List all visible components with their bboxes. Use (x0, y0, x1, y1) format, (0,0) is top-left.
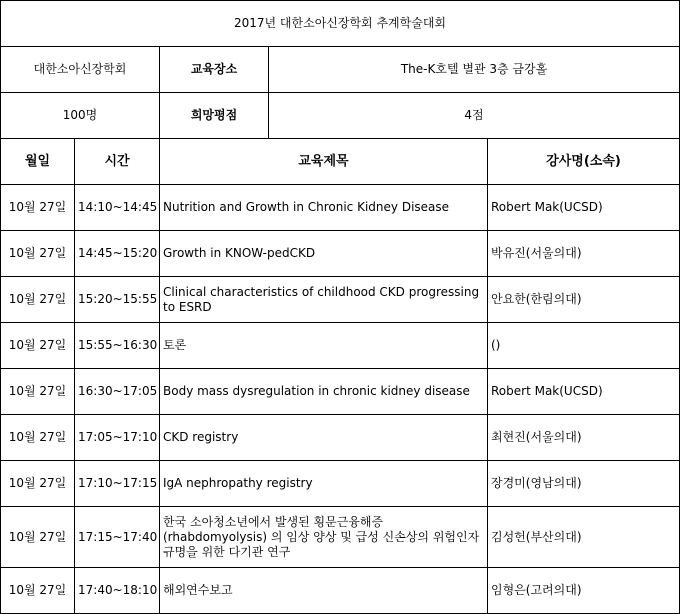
table-row (1, 568, 680, 614)
session-date: 10월 27일 (1, 231, 75, 277)
table-row (1, 231, 680, 277)
table-row (1, 277, 680, 323)
session-date: 10월 27일 (1, 277, 75, 323)
session-time: 14:10~14:45 (75, 185, 160, 231)
session-speaker: Robert Mak(UCSD) (488, 185, 680, 231)
session-time: 17:05~17:10 (75, 415, 160, 461)
session-topic: Growth in KNOW-pedCKD (160, 231, 488, 277)
session-date: 10월 27일 (1, 568, 75, 614)
session-topic: Clinical characteristics of childhood CKD progressing to ESRD (160, 277, 488, 323)
session-topic: 토론 (160, 323, 488, 369)
table-row (1, 323, 680, 369)
venue: The-K호텔 별관 3층 금강홀 (269, 47, 680, 93)
session-topic: 해외연수보고 (160, 568, 488, 614)
session-speaker: () (488, 323, 680, 369)
table-row (1, 369, 680, 415)
table-row (1, 507, 680, 568)
session-speaker: 김성헌(부산의대) (488, 507, 680, 568)
session-date: 10월 27일 (1, 415, 75, 461)
table-header-row (1, 139, 680, 185)
session-speaker: Robert Mak(UCSD) (488, 369, 680, 415)
col-header-date: 월일 (1, 139, 75, 185)
session-topic: CKD registry (160, 415, 488, 461)
session-speaker: 장경미(영남의대) (488, 461, 680, 507)
session-topic: Nutrition and Growth in Chronic Kidney Disease (160, 185, 488, 231)
session-topic: Body mass dysregulation in chronic kidney disease (160, 369, 488, 415)
session-time: 16:30~17:05 (75, 369, 160, 415)
page-title: 2017년 대한소아신장학회 추계학술대회 (1, 1, 680, 47)
session-speaker: 안요한(한림의대) (488, 277, 680, 323)
session-time: 14:45~15:20 (75, 231, 160, 277)
session-topic: 한국 소아청소년에서 발생된 횡문근융해증 (rhabdomyolysis) 의 임상 양상 및 급성 신손상의 위험인자 규명을 위한 다기관 연구 (160, 507, 488, 568)
session-speaker: 박유진(서울의대) (488, 231, 680, 277)
session-speaker: 임형은(고려의대) (488, 568, 680, 614)
session-time: 15:20~15:55 (75, 277, 160, 323)
points: 4점 (269, 93, 680, 139)
session-date: 10월 27일 (1, 185, 75, 231)
venue-label: 교육장소 (160, 47, 269, 93)
capacity: 100명 (1, 93, 160, 139)
points-label: 희망평점 (160, 93, 269, 139)
col-header-topic: 교육제목 (160, 139, 488, 185)
session-time: 17:40~18:10 (75, 568, 160, 614)
session-time: 17:10~17:15 (75, 461, 160, 507)
table-row (1, 185, 680, 231)
session-date: 10월 27일 (1, 323, 75, 369)
session-date: 10월 27일 (1, 461, 75, 507)
session-time: 15:55~16:30 (75, 323, 160, 369)
table-row (1, 461, 680, 507)
organizer: 대한소아신장학회 (1, 47, 160, 93)
col-header-time: 시간 (75, 139, 160, 185)
session-topic: IgA nephropathy registry (160, 461, 488, 507)
col-header-speaker: 강사명(소속) (488, 139, 680, 185)
session-time: 17:15~17:40 (75, 507, 160, 568)
session-speaker: 최현진(서울의대) (488, 415, 680, 461)
session-date: 10월 27일 (1, 369, 75, 415)
session-date: 10월 27일 (1, 507, 75, 568)
table-row (1, 415, 680, 461)
